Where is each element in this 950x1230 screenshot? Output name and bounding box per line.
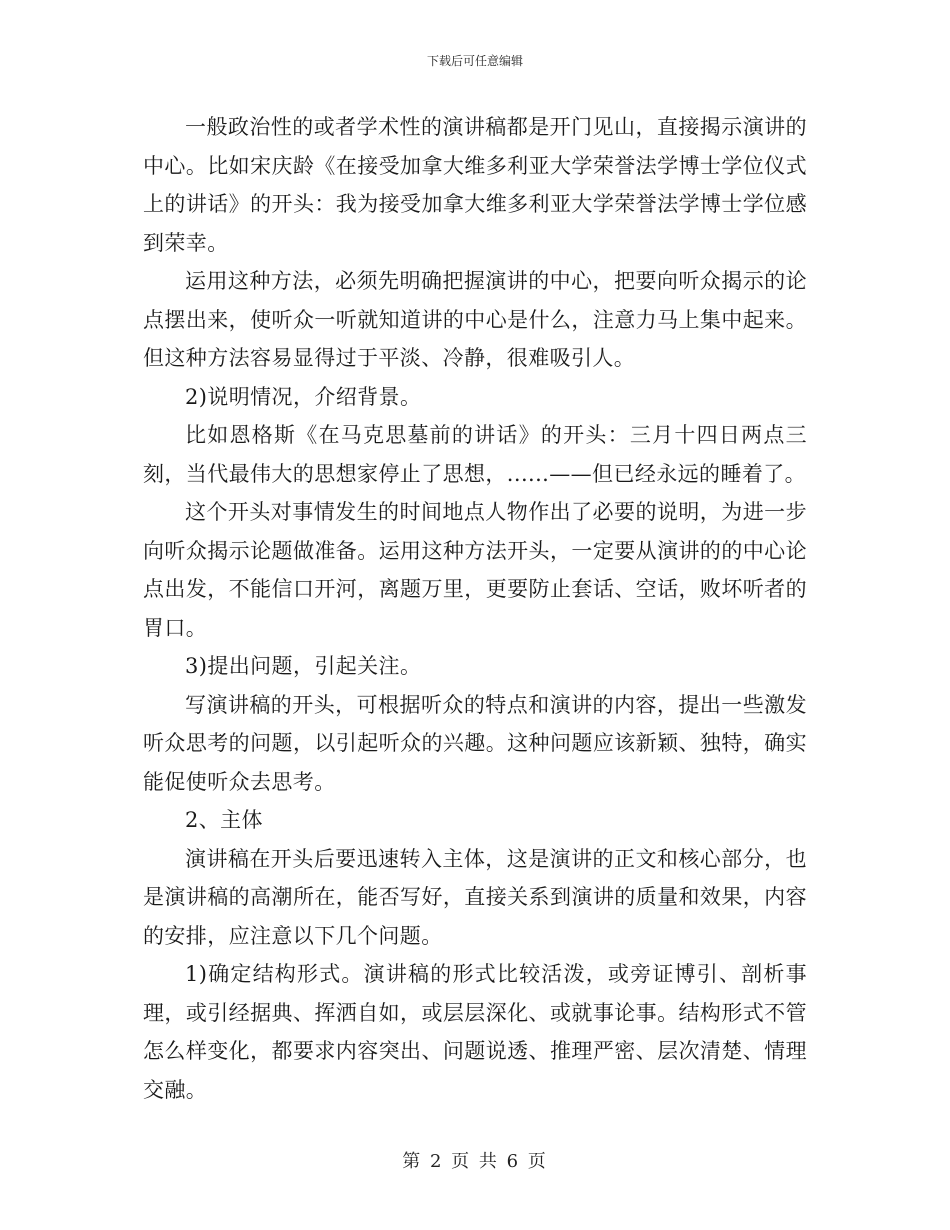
paragraph-heading-questions: 3)提出问题，引起关注。 (185, 654, 422, 678)
paragraph-heading-background: 2)说明情况，介绍背景。 (185, 384, 422, 409)
page-footer: 第 2 页 共 6 页 (402, 1151, 548, 1172)
paragraph-method-note: 运用这种方法，必须先明确把握演讲的中心，把要向听众揭示的论点摆出来，使听众一听就知道讲的中心是什么，注意力马上集中起来。但这种方法容易显得过于平淡、冷静，很难吸引人。 (143, 269, 807, 370)
section-heading-body: 2、主体 (185, 808, 263, 832)
paragraph-body-intro: 演讲稿在开头后要迅速转入主体，这是演讲的正文和核心部分，也是演讲稿的高潮所在，能否写好，直接关系到演讲的质量和效果，内容的安排，应注意以下几个问题。 (143, 846, 807, 948)
page-header: 下载后可任意编辑 (426, 54, 523, 68)
paragraph-engels-example: 比如恩格斯《在马克思墓前的讲话》的开头：三月十四日两点三刻，当代最伟大的思想家停止了思想，......——但已经永远的睡着了。 (143, 423, 807, 486)
paragraph-background-note: 这个开头对事情发生的时间地点人物作出了必要的说明，为进一步向听众揭示论题做准备。运用这种方法开头，一定要从演讲的的中心论点出发，不能信口开河，离题万里，更要防止套话、空话，败坏听者的胃口。 (143, 500, 807, 640)
paragraph-questions-note: 写演讲稿的开头，可根据听众的特点和演讲的内容，提出一些激发听众思考的问题，以引起听众的兴趣。这种问题应该新颖、独特，确实能促使听众去思考。 (143, 692, 807, 794)
paragraph-opening-direct: 一般政治性的或者学术性的演讲稿都是开门见山，直接揭示演讲的中心。比如宋庆龄《在接受加拿大维多利亚大学荣誉法学博士学位仪式上的讲话》的开头：我为接受加拿大维多利亚大学荣誉法学博士学位感到荣幸。 (143, 115, 807, 255)
paragraph-structure-form: 1)确定结构形式。演讲稿的形式比较活泼，或旁证博引、剖析事理，或引经据典、挥洒自如，或层层深化、或就事论事。结构形式不管怎么样变化，都要求内容突出、问题说透、推理严密、层次清楚、情理交融。 (143, 962, 807, 1102)
document-body (143, 108, 807, 1109)
